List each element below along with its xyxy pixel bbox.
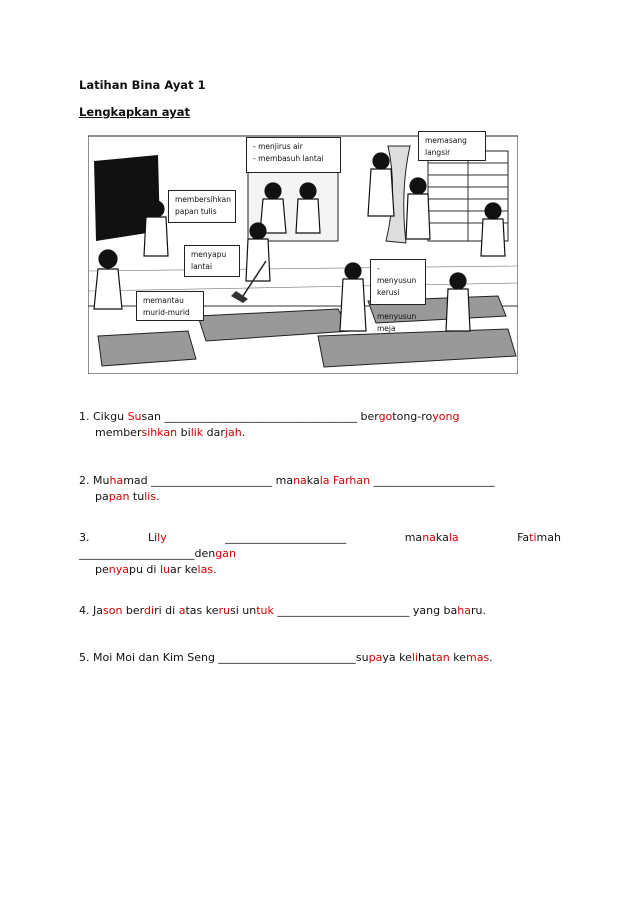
q2-syllable: lis [144, 490, 157, 503]
q4-syllable: ru [218, 604, 230, 617]
q3-syllable: la [448, 531, 459, 544]
q2-blank[interactable]: ______________________ [370, 474, 495, 487]
label-membersihkan-papan-tulis: membersihkan papan tulis [168, 190, 236, 223]
q3-text: pe [95, 563, 109, 576]
q4-syllable: a [178, 604, 186, 617]
q2-blank[interactable]: mad ______________________ ma [123, 474, 294, 487]
q3-blank[interactable]: _____________________den [79, 547, 216, 560]
q3-syllable: ti [529, 531, 537, 544]
q1-text: Cikgu [93, 410, 128, 423]
q3-syllable: na [422, 531, 436, 544]
q3-syllable: las [197, 563, 214, 576]
q1-blank[interactable]: ___________________________________ ber [160, 410, 379, 423]
q1-text: dar [203, 426, 225, 439]
q1-syllable: yong [432, 410, 460, 423]
q5-text: ha [417, 651, 432, 664]
q2-syllable: la Far [319, 474, 350, 487]
q3-text: pu di [128, 563, 160, 576]
q4-syllable: tuk [256, 604, 274, 617]
q5-syllable: pa [368, 651, 383, 664]
q5-text: ke [449, 651, 466, 664]
q4-text: ru. [471, 604, 486, 617]
label-memasang-langsir: memasang langsir [418, 131, 486, 161]
q3-text: . [213, 563, 217, 576]
q1-syllable: sih [141, 426, 158, 439]
worksheet-instruction: Lengkapkan ayat [79, 105, 190, 119]
q3-text: mah [536, 531, 561, 544]
q1-syllable: kan [157, 426, 178, 439]
q1-syllable: go [378, 410, 393, 423]
question-3 [79, 530, 561, 578]
q1-text: tong-ro [392, 410, 433, 423]
worksheet-title: Latihan Bina Ayat 1 [79, 78, 206, 92]
q5-syllable: mas [465, 651, 490, 664]
label-menyapu-lantai: menyapu lantai [184, 245, 240, 277]
q1-text: . [241, 426, 246, 439]
question-5 [79, 650, 579, 666]
q4-text: Ja [93, 604, 103, 617]
label-menjirus-air: - menjirus air - membasuh lantai [246, 137, 341, 173]
q3-syllable: nya [108, 563, 129, 576]
q3-text: Li [147, 531, 158, 544]
q4-text: tas ke [185, 604, 219, 617]
q3-text: ka [435, 531, 449, 544]
q2-text: ka [306, 474, 320, 487]
label-memantau-murid: memantau murid-murid [136, 291, 204, 321]
q5-syllable: li [411, 651, 418, 664]
q4-syllable: di [144, 604, 155, 617]
q2-syllable: na [293, 474, 307, 487]
question-2 [79, 473, 579, 505]
q4-syllable: ha [457, 604, 471, 617]
q2-text: tu [129, 490, 145, 503]
classroom-illustration [88, 131, 518, 374]
q1-syllable: Su [127, 410, 142, 423]
q4-number: 4. [79, 604, 90, 617]
q3-text: ma [404, 531, 423, 544]
q2-syllable: pan [108, 490, 130, 503]
q4-text: ber [122, 604, 145, 617]
q2-text: Mu [93, 474, 110, 487]
q5-text: . [489, 651, 493, 664]
q2-text: pa [95, 490, 109, 503]
q5-syllable: tan [431, 651, 450, 664]
q3-syllable: ly [157, 531, 167, 544]
q3-syllable: gan [215, 547, 236, 560]
q1-syllable: jah [224, 426, 242, 439]
q4-syllable: son [103, 604, 123, 617]
q3-number: 3. [79, 531, 90, 544]
q5-text: ya ke [382, 651, 412, 664]
q1-text: member [95, 426, 142, 439]
question-4 [79, 603, 579, 619]
q2-syllable: han [349, 474, 371, 487]
q2-text: . [156, 490, 160, 503]
q1-syllable: lik [190, 426, 204, 439]
q3-blank[interactable]: ______________________ [225, 531, 347, 544]
q2-syllable: ha [109, 474, 124, 487]
q5-number: 5. [79, 651, 90, 664]
q3-text: Fa [517, 531, 530, 544]
q5-blank[interactable]: Moi Moi dan Kim Seng _________________________su [93, 651, 369, 664]
q3-syllable: lu [159, 563, 171, 576]
q1-text: bi [177, 426, 191, 439]
label-menyusun: - menyusun kerusi - menyusun meja [370, 259, 426, 305]
q2-number: 2. [79, 474, 90, 487]
q3-text: ar ke [170, 563, 198, 576]
question-1 [79, 409, 579, 441]
q4-text: si un [229, 604, 257, 617]
q4-blank[interactable]: ________________________ yang ba [273, 604, 458, 617]
q4-text: ri di [154, 604, 179, 617]
q1-number: 1. [79, 410, 90, 423]
q1-text: san [141, 410, 161, 423]
